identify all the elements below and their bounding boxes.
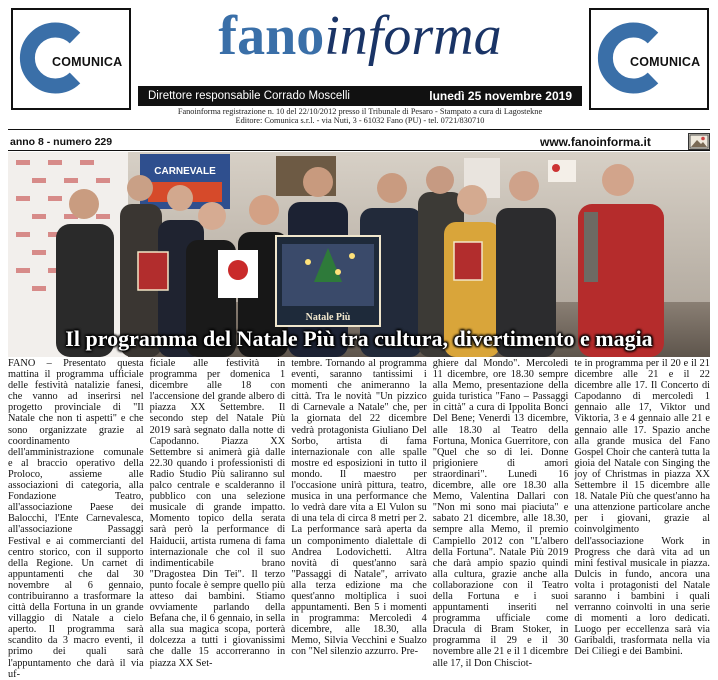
photo-top-rule [8, 150, 710, 151]
registration-line: Fanoinforma registrazione n. 10 del 22/10/2012 presso il Tribunale di Pesaro - Stampato a cura di Lagostekne [177, 107, 543, 116]
top-divider [8, 129, 710, 130]
editor-line: Editore: Comunica s.r.l. - via Nuti, 3 - 61032 Fano (PU) - tel. 0721/830710 [235, 116, 485, 125]
logo-text: COMUNICA [49, 54, 125, 70]
director-label: Direttore responsabile Corrado Moscelli [148, 90, 350, 102]
comunica-logo-right [589, 8, 709, 110]
issue-date: lunedì 25 novembre 2019 [429, 89, 572, 103]
article-body [8, 358, 710, 680]
poster-title: Natale Più [305, 312, 351, 323]
masthead-fano: fano [218, 5, 325, 67]
masthead-informa: informa [324, 5, 502, 67]
carnevale-banner: CARNEVALE [154, 166, 216, 177]
article-column-5: te in programma per il 20 e il 21 dicembre alle 21 e il 22 dicembre alle 17. Il Concerto di Capodanno di mercoledì 1 gennaio alle 17, Viktor und Viktoria, 3 e 4 gennaio alle 21 e gennaio alle 17. Spazio anche alla grande musica del Fano Gospel Choir che canterà tutta la gioia del Natale con Singing the joy of Christmas in piazza XX Settembre il 15 dicembre alle 18. Natale Più che quest'anno ha una attenzione particolare anche per i giovani, grazie al coinvolgimento dell'associazione Work in Progress che darà vita ad un mini festival musicale in piazza. Dulcis in fundo, ancora una volta i protagonisti del Natale saranno i bambini i quali verranno coinvolti in una serie di momenti a loro dedicati. Luogo per eccellenza sarà via Garibaldi, trasformata nella via Dei Ciliegi e dei Bambini. [574, 358, 710, 658]
website-link[interactable]: www.fanoinforma.it [540, 135, 651, 149]
article-headline: Il programma del Natale Più tra cultura, divertimento e magia [65, 326, 653, 351]
photo-gallery-icon[interactable] [688, 133, 710, 150]
logo-text: COMUNICA [627, 54, 703, 70]
director-bar [138, 86, 582, 106]
article-column-3: tembre. Tornando al programma eventi, saranno tantissimi i momenti che animeranno la città. Tra le novità "Un pizzico di Carnevale a Natale" che, per la giornata del 22 dicembre vedrà protagonista Giuliano Del Sorbo, artista di fama internazionale con alle spalle mostre ed esposizioni in tutto il mondo. Il maestro per l'occasione unirà pittura, teatro, musica in una performance che lo vedrà dare vita a El Vulon su di una tela di circa 8 metri per 2. La performance sarà aperta da un componimento dialettale di Andrea Lodovichetti. Altra novità di quest'anno sarà "Passaggi di Natale", arrivato alla terza edizione ma che quest'anno moltiplica i suoi appuntamenti. Ben 5 i momenti in programma: Mercoledì 4 dicembre, alle 18.30, alla Memo, Silvia Vecchini e Sualzo con "Nel silenzio azzurro. Pre- [291, 358, 427, 658]
masthead-title [140, 4, 580, 84]
article-column-4: ghiere dal Mondo". Mercoledì 11 dicembre, ore 18.30 sempre alla Memo, presentazione della guida turistica "Fano – Passaggi in città" a cura di Ippolita Bonci Del Bene; Venerdì 13 dicembre, alle 18.30 al Teatro della Fortuna, Monica Guerritore, con "Quel che so di lei. Donne prigioniere di amori straordinari". Lunedì 16 dicembre, alle ore 18.30 alla Memo, Valentina Dallari con "Non mi sono mai piaciuta" e sabato 21 dicembre, alle 18.30, sempre alla Memo, il premio Campiello 2012 con "L'albero della Fortuna". Natale Più 2019 che darà ampio spazio quindi alla cultura, grazie anche alla collaborazione con il Teatro della Fortuna e i suoi appuntamenti inseriti nel programma ufficiale come Dracula di Bram Stoker, in programma il 29 e il 30 novembre alle 21 e il 1 dicembre alle 17, il Don Chisciot- [432, 358, 569, 669]
issue-number: anno 8 - numero 229 [10, 136, 113, 148]
article-column-1: FANO – Presentato questa mattina il programma ufficiale delle festività natalizie fanesi, che vanno ad inserirsi nel progetto provinciale di "Il Natale che non ti aspetti" e che sono organizzate grazie al coordinamento dell'amministrazione comunale e al braccio operativo della Proloco, assieme alle associazioni di categoria, alla Fondazione Teatro, all'associazione Paese dei Balocchi, l'Ente Carnevalesca, all'associazione Passaggi Festival e ai commercianti del centro storico, con il supporto della Regione. Un carnet di appuntamenti che dal 30 novembre al 6 gennaio, contribuiranno a trasformare la città della Fortuna in un grande villaggio di Natale a cielo aperto. Il programma sarà scandito da 3 macro eventi, il primo dei quali sarà l'appuntamento che darà il via uf- [8, 358, 144, 680]
picture-icon [689, 134, 709, 149]
article-column-2: ficiale alle festività in programma per domenica 1 dicembre alle 18 con l'accensione del grande albero di piazza XX Settembre. Il secondo step del Natale Più 2019 sarà segnato dalla notte di Capodanno. Piazza XX Settembre si animerà già dalle 22.30 quando i professionisti di Radio Studio Più saliranno sul palco centrale e scalderanno il pubblico con una selezione musicale di grande impatto. Momento topico della serata sarà però la performance di Haiducii, artista rumena di fama internazionale che col il suo indimenticabile brano "Dragostea Din Tei". Il terzo punto focale è sempre quello più atteso dai bambini. Stiamo ovviamente parlando della Befana che, il 6 gennaio, in sella alla sua magica scopa, porterà dolcezza a tutti i giovanissimi che dalle 15 accorreranno in piazza XX Set- [149, 358, 286, 669]
comunica-logo-left [11, 8, 131, 110]
